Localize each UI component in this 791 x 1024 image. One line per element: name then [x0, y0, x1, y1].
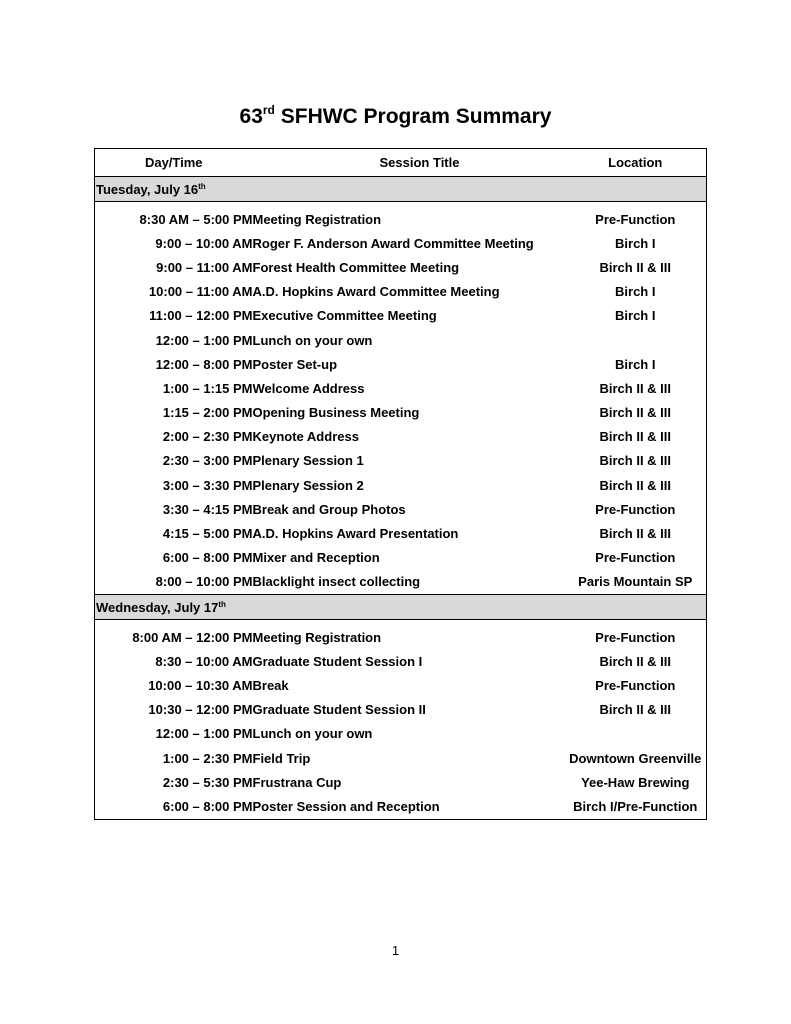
table-header-row	[95, 149, 707, 177]
session-cell: Graduate Student Session I	[252, 653, 423, 669]
location-cell: Birch II & III	[599, 453, 671, 469]
table-row	[95, 770, 707, 794]
day-header	[95, 595, 707, 620]
location-cell: Birch I	[615, 284, 656, 300]
location-cell: Yee-Haw Brewing	[581, 774, 690, 790]
location-cell	[565, 722, 707, 746]
session-cell: Mixer and Reception	[252, 550, 380, 566]
session-cell: Lunch on your own	[252, 332, 373, 348]
table-row	[95, 376, 707, 400]
time-cell: 12:00 – 1:00 PM	[155, 332, 253, 348]
location-cell: Pre-Function	[595, 501, 676, 517]
table-row	[95, 521, 707, 545]
day-label-suffix: th	[218, 599, 226, 609]
table-row	[95, 425, 707, 449]
location-cell: Birch II & III	[599, 702, 671, 718]
location-cell: Birch I	[615, 308, 656, 324]
session-cell: Welcome Address	[252, 380, 365, 396]
table-row	[95, 570, 707, 595]
location-cell: Pre-Function	[595, 677, 676, 693]
location-cell: Pre-Function	[595, 629, 676, 645]
table-row	[95, 625, 707, 649]
page-title	[0, 104, 791, 130]
time-cell: 12:00 – 8:00 PM	[155, 356, 253, 372]
title-text: SFHWC Program Summary	[280, 105, 552, 128]
session-cell: Poster Session and Reception	[252, 798, 440, 814]
session-cell: Keynote Address	[252, 429, 359, 445]
location-cell: Pre-Function	[595, 211, 676, 227]
table-row	[95, 497, 707, 521]
table-row	[95, 231, 707, 255]
time-cell: 8:30 – 10:00 AM	[155, 653, 253, 669]
table-row	[95, 328, 707, 352]
time-cell: 6:00 – 8:00 PM	[162, 550, 253, 566]
session-cell: A.D. Hopkins Award Committee Meeting	[252, 284, 500, 300]
session-cell: Lunch on your own	[252, 726, 373, 742]
time-cell: 1:00 – 1:15 PM	[162, 380, 253, 396]
table-row	[95, 255, 707, 279]
location-cell	[565, 328, 707, 352]
location-cell: Birch I	[615, 235, 656, 251]
location-cell: Birch I/Pre-Function	[573, 798, 698, 814]
day-label: Wednesday, July 17	[96, 599, 219, 615]
session-cell: Frustrana Cup	[252, 774, 342, 790]
location-cell: Paris Mountain SP	[578, 574, 693, 590]
time-cell: 8:30 AM – 5:00 PM	[139, 211, 253, 227]
time-cell: 3:30 – 4:15 PM	[162, 501, 253, 517]
time-cell: 12:00 – 1:00 PM	[155, 726, 253, 742]
session-cell: A.D. Hopkins Award Presentation	[252, 526, 459, 542]
session-cell: Poster Set-up	[252, 356, 338, 372]
time-cell: 2:30 – 5:30 PM	[162, 774, 253, 790]
table-row	[95, 449, 707, 473]
session-cell: Executive Committee Meeting	[252, 308, 437, 324]
location-cell: Birch II & III	[599, 405, 671, 421]
column-header-location: Location	[565, 149, 707, 177]
time-cell: 9:00 – 10:00 AM	[155, 235, 253, 251]
location-cell: Birch II & III	[599, 526, 671, 542]
session-cell: Plenary Session 1	[252, 453, 364, 469]
day-header-row	[95, 595, 707, 620]
session-cell: Plenary Session 2	[252, 477, 364, 493]
time-cell: 11:00 – 12:00 PM	[149, 308, 253, 324]
location-cell: Birch I	[615, 356, 656, 372]
table-row	[95, 698, 707, 722]
session-cell: Break and Group Photos	[252, 501, 406, 517]
day-label-suffix: th	[198, 181, 206, 191]
column-header-session: Session Title	[253, 149, 565, 177]
time-cell: 4:15 – 5:00 PM	[162, 526, 253, 542]
program-table	[94, 148, 707, 820]
day-header	[95, 177, 707, 202]
time-cell: 3:00 – 3:30 PM	[162, 477, 253, 493]
table-row	[95, 401, 707, 425]
time-cell: 2:00 – 2:30 PM	[162, 429, 253, 445]
session-cell: Meeting Registration	[252, 211, 382, 227]
table-row	[95, 304, 707, 328]
table-row	[95, 280, 707, 304]
location-cell: Birch II & III	[599, 259, 671, 275]
time-cell: 1:00 – 2:30 PM	[162, 750, 253, 766]
title-number: 63	[239, 105, 263, 128]
time-cell: 8:00 AM – 12:00 PM	[132, 629, 253, 645]
table-row	[95, 722, 707, 746]
location-cell: Birch II & III	[599, 653, 671, 669]
table-row	[95, 649, 707, 673]
table-row	[95, 794, 707, 819]
table-row	[95, 352, 707, 376]
table-row	[95, 473, 707, 497]
time-cell: 10:00 – 10:30 AM	[148, 677, 253, 693]
location-cell: Downtown Greenville	[569, 750, 702, 766]
day-label: Tuesday, July 16	[96, 181, 199, 197]
time-cell: 6:00 – 8:00 PM	[162, 798, 253, 814]
location-cell: Birch II & III	[599, 429, 671, 445]
location-cell: Birch II & III	[599, 380, 671, 396]
session-cell: Opening Business Meeting	[252, 405, 420, 421]
program-table-body	[95, 177, 707, 820]
time-cell: 10:00 – 11:00 AM	[148, 284, 253, 300]
session-cell: Field Trip	[252, 750, 311, 766]
session-cell: Blacklight insect collecting	[252, 574, 421, 590]
location-cell: Pre-Function	[595, 550, 676, 566]
table-row	[95, 207, 707, 231]
table-row	[95, 746, 707, 770]
time-cell: 8:00 – 10:00 PM	[155, 574, 253, 590]
table-row	[95, 546, 707, 570]
location-cell: Birch II & III	[599, 477, 671, 493]
session-cell: Meeting Registration	[252, 629, 382, 645]
page-number: 1	[391, 943, 400, 958]
table-row	[95, 673, 707, 697]
title-superscript: rd	[262, 103, 275, 117]
time-cell: 2:30 – 3:00 PM	[162, 453, 253, 469]
time-cell: 9:00 – 11:00 AM	[156, 259, 253, 275]
session-cell: Break	[252, 677, 289, 693]
day-header-row	[95, 177, 707, 202]
column-header-daytime: Day/Time	[95, 149, 253, 177]
session-cell: Roger F. Anderson Award Committee Meeting	[252, 235, 534, 251]
session-cell: Graduate Student Session II	[252, 702, 426, 718]
session-cell: Forest Health Committee Meeting	[252, 259, 460, 275]
time-cell: 1:15 – 2:00 PM	[162, 405, 253, 421]
time-cell: 10:30 – 12:00 PM	[148, 702, 253, 718]
